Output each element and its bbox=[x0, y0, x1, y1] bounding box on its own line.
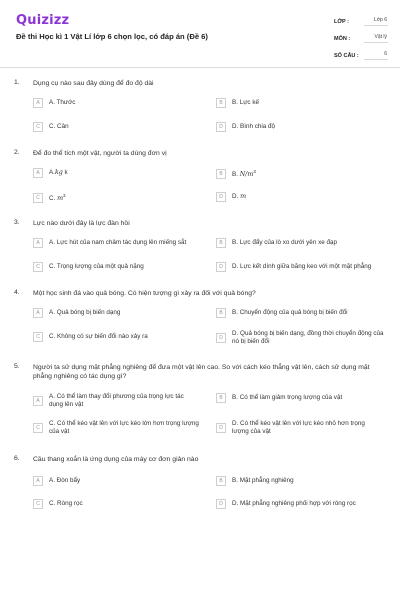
option-letter-box: C bbox=[33, 193, 43, 203]
option-letter-box: C bbox=[33, 122, 43, 132]
option-text: D. Bình chia độ bbox=[232, 123, 276, 130]
option-letter-box: A bbox=[33, 238, 43, 248]
option-text bbox=[49, 192, 199, 203]
option-letter-box: D bbox=[216, 192, 226, 202]
question-number: 4. bbox=[14, 289, 20, 296]
option-d[interactable] bbox=[216, 192, 382, 202]
option-text: B. Mặt phẳng nghiêng bbox=[232, 477, 294, 484]
option-text: A. Có thể làm thay đổi phương của trọng lực tác dụng lên vật bbox=[49, 393, 184, 408]
option-letter-box: B bbox=[216, 393, 226, 403]
option-c[interactable] bbox=[33, 420, 199, 436]
question-number: 2. bbox=[14, 149, 20, 156]
header-divider bbox=[0, 67, 400, 68]
question-number: 3. bbox=[14, 219, 20, 226]
option-text: A. Đòn bẩy bbox=[49, 477, 81, 484]
worksheet-title: Đề thi Học kì 1 Vật Lí lớp 6 chọn lọc, có đáp án (Đề 6) bbox=[16, 32, 208, 41]
question-text: Người ta sử dụng mặt phẳng nghiêng để đưa một vật lên cao. So với cách kéo thẳng vật lên, cách sử dụng mặt phẳng nghiêng có tác dụng gì? bbox=[33, 364, 370, 380]
question-text: Một học sinh đá vào quả bóng. Có hiện tượng gì xảy ra đối với quả bóng? bbox=[33, 290, 256, 297]
option-letter-box: B bbox=[216, 308, 226, 318]
option-a[interactable] bbox=[33, 168, 199, 178]
option-prefix: A. bbox=[49, 169, 55, 176]
option-c[interactable] bbox=[33, 122, 199, 132]
option-letter-box: A bbox=[33, 308, 43, 318]
option-letter-box: D bbox=[216, 423, 226, 433]
option-b[interactable] bbox=[216, 476, 382, 486]
option-d[interactable] bbox=[216, 330, 392, 346]
math-unit: kg bbox=[54, 169, 63, 176]
math-unit: m bbox=[57, 195, 64, 203]
option-text: C. Cân bbox=[49, 123, 69, 130]
option-b[interactable] bbox=[216, 308, 392, 318]
option-text: C. Trọng lượng của một quả nặng bbox=[49, 263, 144, 270]
quizizz-logo: Quizizz bbox=[16, 13, 70, 28]
meta-label: LỚP : bbox=[334, 18, 349, 25]
option-a[interactable] bbox=[33, 238, 219, 248]
option-letter-box: A bbox=[33, 476, 43, 486]
option-c[interactable] bbox=[33, 499, 199, 509]
option-letter-box: D bbox=[216, 333, 226, 343]
math-superscript: 3 bbox=[63, 193, 66, 198]
option-letter-box: D bbox=[216, 499, 226, 509]
meta-value: Vật lý bbox=[364, 34, 388, 43]
question-text: Để đo thể tích một vật, người ta dùng đơn vị bbox=[33, 150, 167, 157]
option-letter-box: B bbox=[216, 98, 226, 108]
option-letter-box: C bbox=[33, 423, 43, 433]
option-letter-box: B bbox=[216, 238, 226, 248]
option-d[interactable] bbox=[216, 122, 382, 132]
option-letter-box: B bbox=[216, 476, 226, 486]
question-text: Lực nào dưới đây là lực đàn hồi bbox=[33, 220, 130, 227]
math-superscript: 3 bbox=[253, 169, 256, 174]
option-letter-box: A bbox=[33, 168, 43, 178]
option-a[interactable] bbox=[33, 393, 199, 409]
option-c[interactable] bbox=[33, 192, 199, 203]
option-text bbox=[232, 193, 382, 201]
option-text: A. Thước bbox=[49, 99, 76, 106]
option-prefix: B. bbox=[232, 171, 238, 179]
option-text: C. Không có sự biến đổi nào xảy ra bbox=[49, 333, 148, 340]
option-text: B. Lực đẩy của lò xo dưới yên xe đạp bbox=[232, 239, 337, 246]
option-prefix: D. bbox=[232, 193, 239, 200]
option-text: C. Ròng rọc bbox=[49, 500, 83, 507]
meta-value: 6 bbox=[364, 51, 388, 60]
option-letter-box: C bbox=[33, 499, 43, 509]
option-suffix: k bbox=[62, 169, 68, 176]
option-text: B. Chuyển động của quả bóng bị biến đổi bbox=[232, 309, 348, 316]
option-a[interactable] bbox=[33, 98, 199, 108]
option-letter-box: B bbox=[216, 169, 226, 179]
meta-row-subject bbox=[334, 31, 388, 46]
math-unit: N/m bbox=[239, 171, 254, 179]
question-text: Dụng cụ nào sau đây dùng để đo độ dài bbox=[33, 80, 154, 87]
meta-row-count bbox=[334, 48, 388, 63]
question-number: 5. bbox=[14, 363, 20, 370]
option-text: A. Quả bóng bị biến dạng bbox=[49, 309, 121, 316]
option-text: A. Lực hút của nam châm tác dụng lên miếng sắt bbox=[49, 239, 187, 246]
option-b[interactable] bbox=[216, 393, 382, 403]
worksheet-meta bbox=[334, 14, 388, 65]
option-d[interactable] bbox=[216, 262, 400, 272]
option-c[interactable] bbox=[33, 332, 199, 342]
option-prefix: C. bbox=[49, 195, 56, 203]
option-letter-box: C bbox=[33, 332, 43, 342]
option-text: D. Quả bóng bị biến dạng, đồng thời chuyển động của nó bị biến đổi bbox=[232, 330, 384, 345]
option-text: B. Có thể làm giảm trọng lượng của vật bbox=[232, 394, 343, 401]
option-letter-box: C bbox=[33, 262, 43, 272]
option-text bbox=[49, 169, 199, 177]
option-text: D. Lực kết dính giữa băng keo với một mặt phẳng bbox=[232, 263, 372, 270]
option-text: D. Mặt phẳng nghiêng phối hợp với ròng rọc bbox=[232, 500, 356, 507]
option-text bbox=[232, 168, 382, 179]
option-a[interactable] bbox=[33, 476, 199, 486]
option-d[interactable] bbox=[216, 420, 382, 436]
option-c[interactable] bbox=[33, 262, 219, 272]
option-text: C. Có thể kéo vật lên với lực kéo lớn hơn trọng lượng của vật bbox=[49, 420, 199, 435]
math-unit: m bbox=[240, 193, 247, 200]
option-b[interactable] bbox=[216, 98, 382, 108]
question-number: 1. bbox=[14, 79, 20, 86]
option-letter-box: A bbox=[33, 396, 43, 406]
meta-label: SỐ CÂU : bbox=[334, 52, 359, 59]
meta-row-class bbox=[334, 14, 388, 29]
option-a[interactable] bbox=[33, 308, 199, 318]
option-d[interactable] bbox=[216, 499, 400, 509]
meta-value: Lớp 6 bbox=[364, 17, 388, 26]
worksheet-header bbox=[0, 0, 400, 66]
question-number: 6. bbox=[14, 455, 20, 462]
question-text: Cầu thang xoắn là ứng dụng của máy cơ đơn giản nào bbox=[33, 456, 199, 463]
meta-label: MÔN : bbox=[334, 35, 351, 42]
option-letter-box: D bbox=[216, 122, 226, 132]
option-letter-box: D bbox=[216, 262, 226, 272]
option-b[interactable] bbox=[216, 238, 400, 248]
option-text: D. Có thể kéo vật lên với lực kéo nhỏ hơn trọng lượng của vật bbox=[232, 420, 365, 435]
option-b[interactable] bbox=[216, 168, 382, 179]
option-letter-box: A bbox=[33, 98, 43, 108]
option-text: B. Lực kế bbox=[232, 99, 259, 106]
